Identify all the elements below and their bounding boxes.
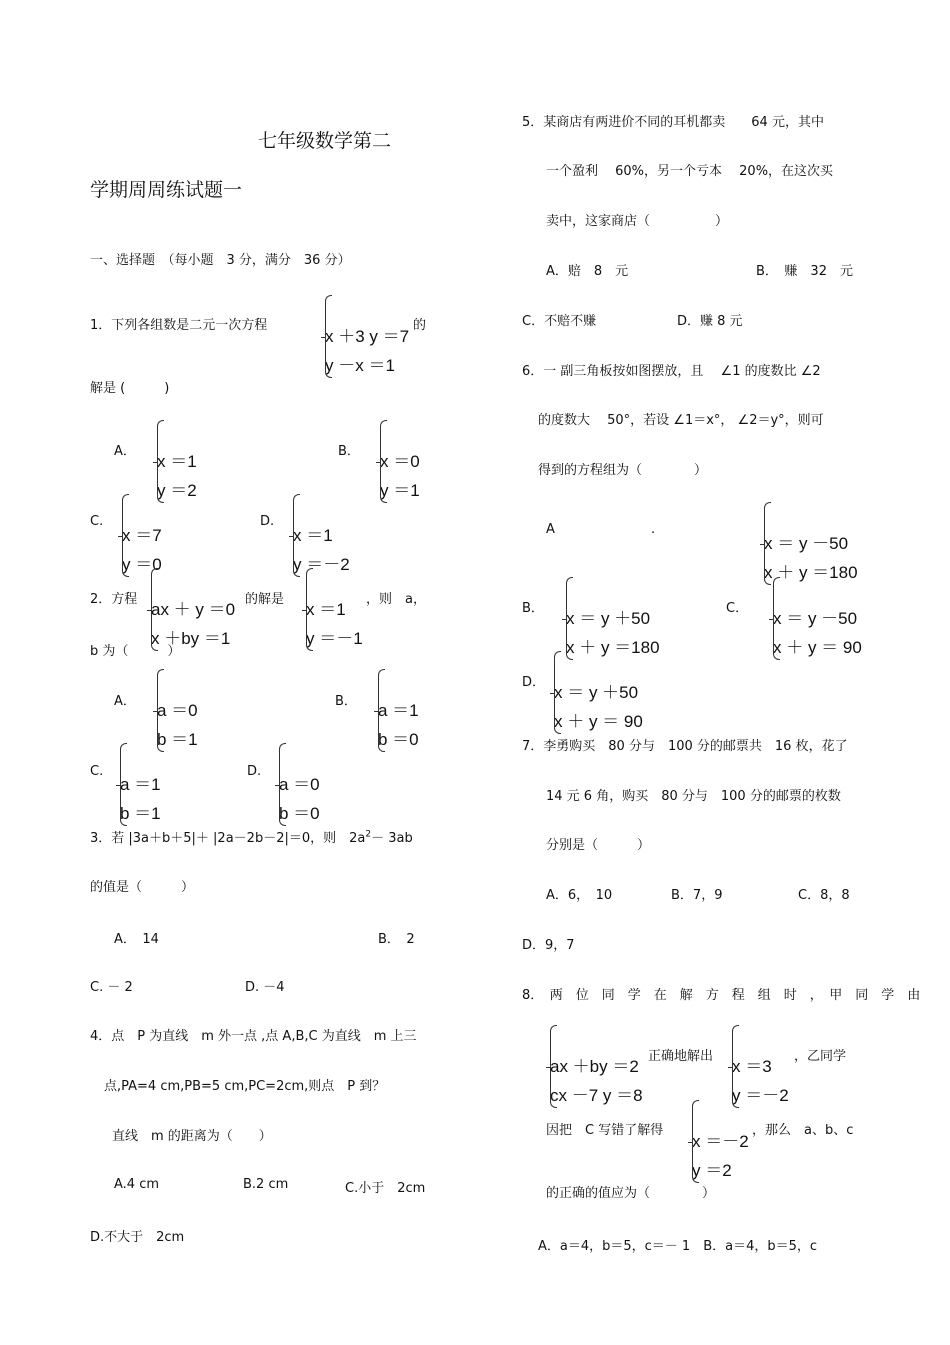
q5-stem: 5．某商店有两进价不同的耳机都卖 64 元，其中 (522, 115, 824, 130)
q1-option-c-label: C. (90, 514, 104, 529)
q6-option-c: x ＝ y －50 x ＋ y ＝ 90 (773, 575, 862, 662)
q4-option-d: D.不大于 2cm (90, 1230, 185, 1245)
q7-stem: 7．李勇购买 80 分与 100 分的邮票共 16 枚，花了 (522, 739, 848, 754)
q8-stem: 8． 两 位 同 学 在 解 方 程 组 时 ， 甲 同 学 由 (522, 988, 921, 1003)
q4-option-c: C.小于 2cm (345, 1181, 426, 1196)
q6-option-a: x ＝ y －50 x ＋ y ＝180 (764, 500, 858, 587)
q5-option-d: D．赚 8 元 (677, 314, 743, 329)
brace-icon (773, 577, 780, 660)
brace-icon (279, 743, 286, 826)
q8-options: A．a＝4，b＝5，c＝－ 1 B．a＝4，b＝5，c (538, 1239, 818, 1254)
q4-option-b: B.2 cm (243, 1177, 289, 1192)
q2-option-c-label: C. (90, 764, 104, 779)
q2-option-c: a ＝1 b ＝1 (120, 741, 161, 828)
q8-wrong-solution: x ＝－2 y ＝2 (692, 1098, 749, 1185)
q1-system: x ＋3 y ＝7 y －x ＝1 (325, 293, 409, 380)
q2-stem-line2: b 为（ ） (90, 644, 181, 659)
brace-icon (157, 669, 164, 752)
page-title-line2: 学期周周练试题一 (90, 179, 243, 201)
q1-option-d: x ＝1 y ＝－2 (293, 492, 350, 579)
q4-stem-line3: 直线 m 的距离为（ ） (112, 1129, 272, 1144)
q8-correct-solution: x ＝3 y ＝－2 (732, 1023, 789, 1110)
q8-stem-end: ，乙同学 (794, 1049, 847, 1064)
q7-stem-line2: 14 元 6 角，购买 80 分与 100 分的邮票的枚数 (546, 789, 841, 804)
q6-stem: 6．一 副三角板按如图摆放，且 ∠1 的度数比 ∠2 (522, 364, 821, 379)
q4-stem-line2: 点,PA=4 cm,PB=5 cm,PC=2cm,则点 P 到？ (104, 1079, 386, 1094)
q2-system: ax ＋ y ＝0 x ＋by ＝1 (151, 566, 235, 653)
q7-option-d: D．9，7 (522, 938, 575, 953)
q5-option-b: B． 赚 32 元 (756, 264, 853, 279)
brace-icon (306, 568, 313, 651)
brace-icon (120, 743, 127, 826)
section-heading: 一、选择题 （每小题 3 分，满分 36 分） (90, 253, 351, 268)
q6-option-b: x ＝ y ＋50 x ＋ y ＝180 (566, 575, 660, 662)
q1-option-a-label: A． (114, 444, 136, 459)
q2-option-b-label: B． (335, 694, 357, 709)
brace-icon (157, 420, 164, 503)
q2-stem-end: ，则 a， (366, 592, 426, 607)
q2-option-d-label: D. (247, 764, 262, 779)
q1-option-b: x ＝0 y ＝1 (380, 418, 420, 505)
q2-option-b: a ＝1 b ＝0 (378, 667, 419, 754)
q1-option-d-label: D. (260, 514, 275, 529)
brace-icon (122, 494, 129, 577)
q5-stem-line2: 一个盈利 60%，另一个亏本 20%，在这次买 (546, 164, 834, 179)
q3-stem-line2: 的值是（ ） (90, 880, 195, 895)
q8-system: ax ＋by ＝2 cx －7 y ＝8 (550, 1023, 643, 1110)
q2-option-a-label: A． (114, 694, 136, 709)
q3-stem: 3．若 |3a＋b＋5|＋ |2a－2b－2|＝0，则 $2a^2- 3ab$ (90, 829, 413, 846)
q8-stem-line4: 的正确的值应为（ ） (546, 1186, 716, 1201)
q6-option-a-label: A (546, 522, 555, 537)
q6-stem-line3: 得到的方程组为（ ） (538, 463, 708, 478)
q1-stem: 1．下列各组数是二元一次方程 (90, 318, 268, 333)
q6-option-c-label: C． (726, 601, 749, 616)
q6-stem-line2: 的度数大 50°，若设 ∠1＝x°， ∠2＝y°，则可 (538, 413, 824, 428)
q6-option-d-label: D． (522, 675, 546, 690)
q5-option-a: A．赔 8 元 (546, 264, 629, 279)
q2-option-a: a ＝0 b ＝1 (157, 667, 198, 754)
q4-stem: 4．点 P 为直线 m 外一点 ,点 A,B,C 为直线 m 上三 (90, 1029, 417, 1044)
brace-icon (692, 1100, 699, 1183)
q5-stem-line3: 卖中，这家商店（ ） (546, 214, 729, 229)
q8-stem-mid: 正确地解出 (648, 1049, 714, 1064)
brace-icon (732, 1025, 739, 1108)
brace-icon (380, 420, 387, 503)
q6-option-a-dot: . (651, 522, 656, 537)
brace-icon (764, 502, 771, 585)
q7-option-a: A．6， 10 (546, 888, 613, 903)
q2-stem-mid: 的解是 (245, 592, 285, 607)
q3-option-d: D. －4 (245, 980, 285, 995)
brace-icon (293, 494, 300, 577)
q1-stem-end: 的 (413, 318, 427, 333)
q3-option-b: B． 2 (378, 932, 415, 947)
q8-stem-line3: 因把 C 写错了解得 (546, 1123, 664, 1138)
q1-stem-line2: 解是 ( ) (90, 381, 170, 396)
q2-option-d: a ＝0 b ＝0 (279, 741, 320, 828)
q7-option-b: B．7，9 (671, 888, 723, 903)
q8-stem-line3-end: ，那么 a、b、c (752, 1123, 854, 1138)
q4-option-a: A.4 cm (114, 1177, 160, 1192)
q7-option-c: C．8，8 (798, 888, 850, 903)
page-title-line1: 七年级数学第二 (258, 130, 392, 152)
brace-icon (325, 295, 332, 378)
q3-option-c: C. － 2 (90, 980, 133, 995)
q1-option-a: x ＝1 y ＝2 (157, 418, 197, 505)
q1-option-b-label: B． (338, 444, 360, 459)
q2-stem: 2．方程 (90, 592, 138, 607)
q6-option-d: x ＝ y ＋50 x ＋ y ＝ 90 (554, 649, 643, 736)
q5-option-c: C．不赔不赚 (522, 314, 597, 329)
q3-option-a: A． 14 (114, 932, 159, 947)
brace-icon (554, 651, 561, 734)
brace-icon (378, 669, 385, 752)
brace-icon (550, 1025, 557, 1108)
q7-stem-line3: 分别是（ ） (546, 838, 651, 853)
q2-solution: x ＝1 y ＝－1 (306, 566, 363, 653)
brace-icon (151, 568, 158, 651)
q1-option-c: x ＝7 y ＝0 (122, 492, 162, 579)
q6-option-b-label: B． (522, 601, 544, 616)
brace-icon (566, 577, 573, 660)
